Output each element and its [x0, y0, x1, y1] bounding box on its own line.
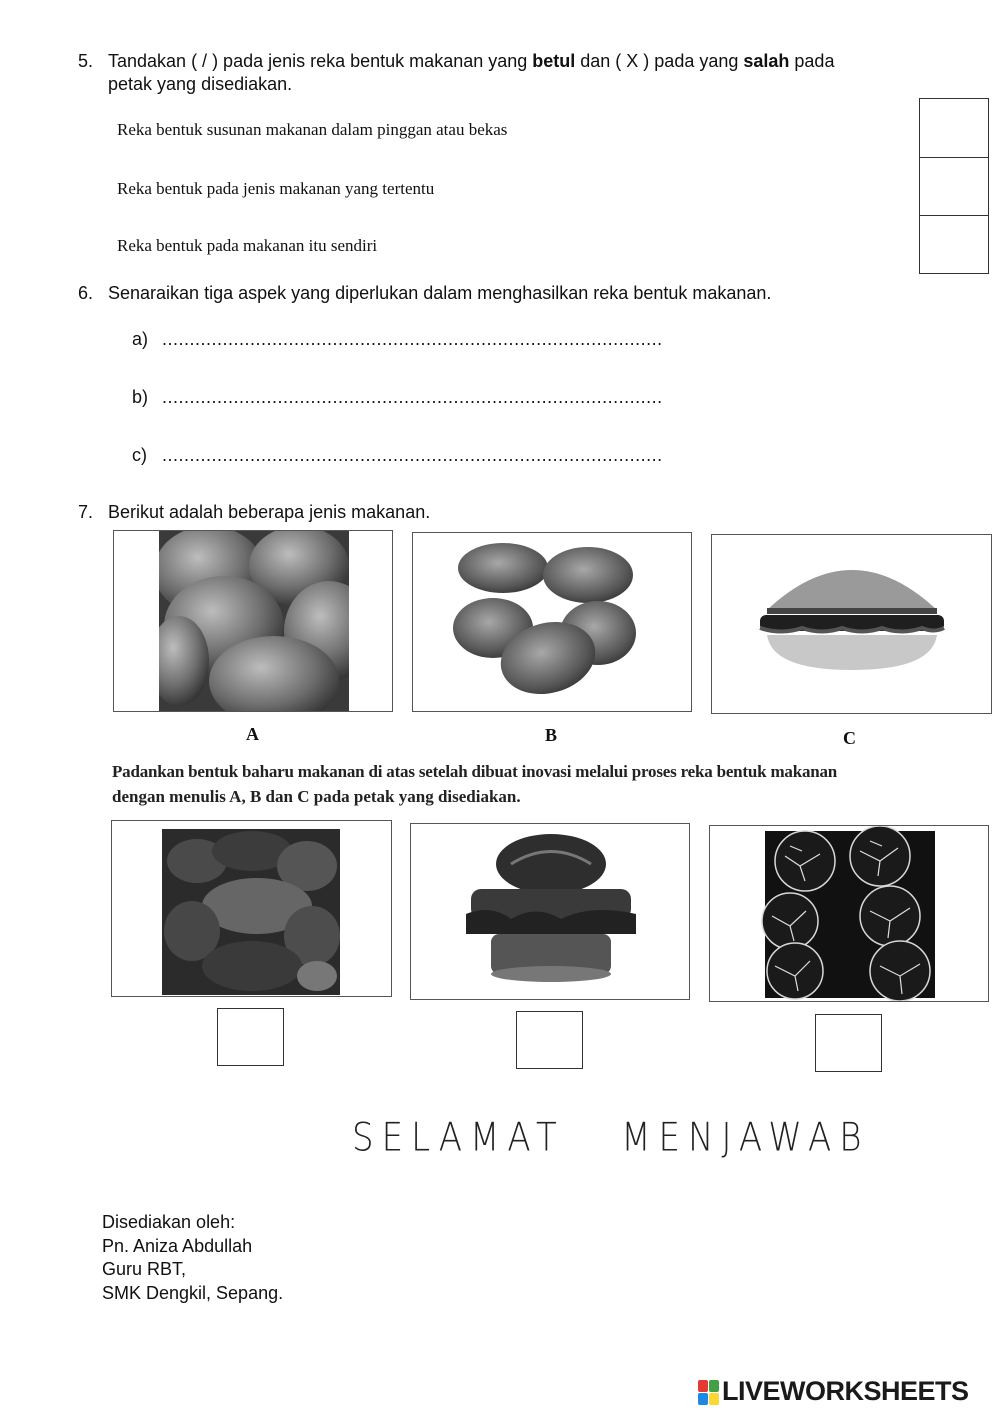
credits-line-1: Disediakan oleh: [102, 1212, 236, 1232]
q5-item-3: Reka bentuk pada makanan itu sendiri [117, 236, 378, 255]
q6-question: Senaraikan tiga aspek yang diperlukan dalam menghasilkan reka bentuk makanan. [108, 283, 772, 303]
q7-instr-text2: pada petak yang disediakan. [309, 787, 521, 806]
q5-text-c: pada [789, 51, 835, 71]
match-answer-box-2[interactable] [516, 1011, 583, 1069]
food-image-crackle-buns [709, 825, 989, 1002]
q6-answer-line-c[interactable]: ........................................................................................... [162, 445, 663, 465]
q7-instr-b: B [249, 787, 262, 806]
liveworksheets-icon [698, 1380, 720, 1406]
liveworksheets-logo[interactable] [698, 1376, 994, 1412]
q7-instr-a: A [229, 787, 242, 806]
q5-bold-betul: betul [532, 51, 576, 71]
q7-instr-c: C [297, 787, 310, 806]
q5-bold-salah: salah [743, 51, 790, 71]
q5-line2: petak yang disediakan. [108, 74, 293, 94]
food-image-c-burger [711, 534, 992, 714]
q6-answer-line-b[interactable]: ........................................................................................... [162, 387, 663, 407]
q7-instruction-line1: Padankan bentuk baharu makanan di atas setelah dibuat inovasi melalui proses reka bentuk makanan [112, 762, 838, 781]
q5-text-a: Tandakan ( / ) pada jenis reka bentuk makanan yang [108, 51, 533, 71]
food-image-fried-pieces [111, 820, 392, 997]
food-image-b-nuggets [412, 532, 692, 712]
q7-question: Berikut adalah beberapa jenis makanan. [108, 502, 431, 522]
q5-question [108, 50, 938, 96]
q5-number: 5. [78, 51, 94, 71]
q6-number: 6. [78, 283, 94, 303]
q7-number: 7. [78, 502, 94, 522]
q7-instr-text1: dengan menulis [112, 787, 230, 806]
q7-instruction-line2 [112, 787, 521, 807]
label-b: B [545, 725, 558, 745]
q5-item-2: Reka bentuk pada jenis makanan yang tertentu [117, 179, 435, 198]
label-a: A [246, 724, 259, 744]
match-answer-box-3[interactable] [815, 1014, 882, 1072]
match-answer-box-1[interactable] [217, 1008, 284, 1066]
q7-instr-sep: , [241, 787, 250, 806]
closing-greeting: SELAMAT MENJAWAB [352, 1115, 870, 1161]
q6-label-a: a) [132, 329, 149, 349]
food-image-round-burger [410, 823, 690, 1000]
q6-label-b: b) [132, 387, 149, 407]
q6-answer-line-a[interactable]: ........................................................................................... [162, 329, 663, 349]
credits-line-3: Guru RBT, [102, 1259, 187, 1279]
label-c: C [843, 728, 856, 748]
credits-line-2: Pn. Aniza Abdullah [102, 1235, 253, 1256]
food-image-a-buns [113, 530, 393, 712]
q5-answer-box-1[interactable] [919, 98, 989, 158]
q5-item-1: Reka bentuk susunan makanan dalam pinggan atau bekas [117, 120, 508, 139]
q7-instr-dan: dan [261, 787, 298, 806]
q6-label-c: c) [132, 445, 147, 465]
q5-answer-box-3[interactable] [919, 215, 989, 274]
liveworksheets-wordmark: LIVEWORKSHEETS [722, 1376, 969, 1406]
q5-text-b: dan ( X ) pada yang [575, 51, 744, 71]
credits-line-4: SMK Dengkil, Sepang. [102, 1282, 284, 1303]
credits [102, 1211, 283, 1305]
q5-answer-box-2[interactable] [919, 157, 989, 216]
